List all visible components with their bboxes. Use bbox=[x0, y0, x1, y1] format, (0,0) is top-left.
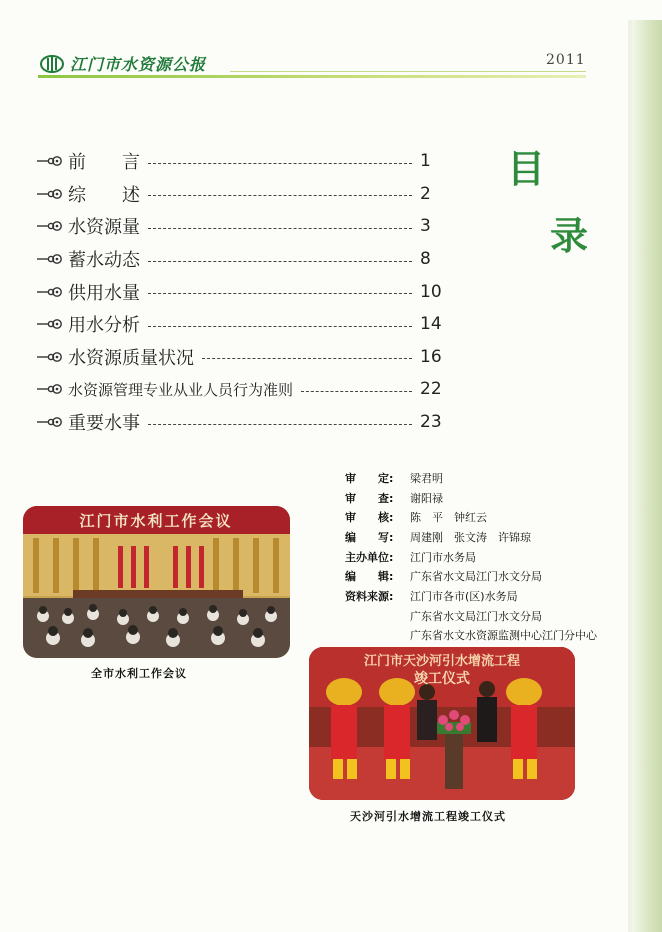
credit-value: 广东省水文局江门水文分局 bbox=[410, 570, 542, 584]
credit-label: 资料来源: bbox=[345, 589, 394, 603]
toc-leader-line bbox=[148, 228, 412, 229]
credit-label: 审 定: bbox=[345, 471, 394, 485]
toc-entry-page: 16 bbox=[420, 346, 442, 367]
toc-leader-line bbox=[301, 391, 412, 392]
toc-entry-title: 水资源量 bbox=[68, 217, 140, 239]
bullet-swirl-icon bbox=[36, 253, 62, 265]
toc-entry-page: 10 bbox=[420, 281, 442, 302]
credit-label: 审 核: bbox=[345, 511, 394, 525]
toc-entry-title: 蓄水动态 bbox=[68, 250, 140, 272]
toc-entry-page: 3 bbox=[420, 216, 431, 237]
publication-year: 2011 bbox=[546, 52, 586, 68]
ceremony-banner-text: 江门市天沙河引水增流工程 bbox=[363, 654, 521, 669]
water-logo-icon bbox=[40, 55, 64, 73]
toc-entry[interactable] bbox=[36, 373, 446, 406]
credit-row bbox=[345, 606, 645, 626]
credit-row bbox=[345, 566, 645, 586]
credit-row bbox=[345, 547, 645, 567]
ceremony-banner-text-2: 竣工仪式 bbox=[414, 671, 470, 687]
toc-entry-page: 2 bbox=[420, 183, 431, 204]
credits-block bbox=[345, 468, 645, 645]
credit-value: 广东省水文水资源监测中心江门分中心 bbox=[410, 629, 597, 643]
credit-value: 周建刚 张文涛 许锦琼 bbox=[410, 530, 531, 544]
credit-row bbox=[345, 586, 645, 606]
photo-caption-conference: 全市水利工作会议 bbox=[91, 667, 187, 680]
credit-value: 江门市各市(区)水务局 bbox=[410, 589, 518, 603]
toc-leader-line bbox=[148, 424, 412, 425]
toc-entry-title: 前 言 bbox=[68, 152, 140, 174]
credit-value: 广东省水文局江门水文分局 bbox=[410, 609, 542, 623]
toc-leader-line bbox=[148, 261, 412, 262]
bullet-swirl-icon bbox=[36, 318, 62, 330]
ceremony-photo-art bbox=[309, 647, 575, 800]
conference-banner-text: 江门市水利工作会议 bbox=[79, 512, 233, 530]
toc-entry-title: 供用水量 bbox=[68, 282, 140, 304]
toc-leader-line bbox=[148, 195, 412, 196]
conference-photo-art bbox=[23, 506, 290, 658]
toc-entry[interactable] bbox=[36, 178, 446, 211]
credit-label: 编 写: bbox=[345, 530, 394, 544]
bullet-swirl-icon bbox=[36, 383, 62, 395]
credit-label: 主办单位: bbox=[345, 550, 394, 564]
bullet-swirl-icon bbox=[36, 416, 62, 428]
toc-leader-line bbox=[202, 358, 412, 359]
bullet-swirl-icon bbox=[36, 286, 62, 298]
credit-row bbox=[345, 488, 645, 508]
toc-entry-page: 8 bbox=[420, 249, 431, 270]
bullet-swirl-icon bbox=[36, 220, 62, 232]
credit-row bbox=[345, 626, 645, 646]
toc-entry[interactable] bbox=[36, 406, 446, 439]
toc-entry[interactable] bbox=[36, 275, 446, 308]
credit-row bbox=[345, 468, 645, 488]
credit-value: 陈 平 钟红云 bbox=[410, 511, 487, 525]
toc-leader-line bbox=[148, 293, 412, 294]
photo-completion-ceremony bbox=[309, 647, 575, 800]
credit-value: 江门市水务局 bbox=[410, 550, 476, 564]
toc-entry[interactable] bbox=[36, 243, 446, 276]
bullet-swirl-icon bbox=[36, 155, 62, 167]
bullet-swirl-icon bbox=[36, 188, 62, 200]
credit-row bbox=[345, 527, 645, 547]
toc-entry[interactable] bbox=[36, 341, 446, 374]
toc-entry-title: 水资源质量状况 bbox=[68, 347, 194, 369]
bullet-swirl-icon bbox=[36, 351, 62, 363]
credit-value: 梁君明 bbox=[410, 471, 443, 485]
toc-leader-line bbox=[148, 326, 412, 327]
toc-heading-char-2: 录 bbox=[550, 214, 589, 258]
toc-entry[interactable] bbox=[36, 210, 446, 243]
toc-entry-page: 23 bbox=[420, 412, 442, 433]
toc-entry-page: 14 bbox=[420, 314, 442, 335]
toc-entry-title: 水资源管理专业从业人员行为准则 bbox=[68, 380, 294, 399]
toc-entry[interactable] bbox=[36, 308, 446, 341]
credit-row bbox=[345, 507, 645, 527]
photo-water-conference bbox=[23, 506, 290, 658]
credit-label: 编 辑: bbox=[345, 570, 394, 584]
toc-entry-title: 用水分析 bbox=[68, 315, 140, 337]
publication-title: 江门市水资源公报 bbox=[70, 55, 207, 74]
table-of-contents bbox=[36, 145, 446, 438]
toc-entry-title: 重要水事 bbox=[68, 413, 140, 435]
credit-label: 审 查: bbox=[345, 491, 394, 505]
toc-heading-char-1: 目 bbox=[507, 147, 546, 191]
toc-leader-line bbox=[148, 163, 412, 164]
toc-entry[interactable] bbox=[36, 145, 446, 178]
photo-caption-ceremony: 天沙河引水增流工程竣工仪式 bbox=[350, 810, 506, 823]
toc-entry-page: 1 bbox=[420, 151, 431, 172]
credit-value: 谢阳禄 bbox=[410, 491, 443, 505]
header-rule bbox=[38, 75, 586, 78]
toc-entry-title: 综 述 bbox=[68, 184, 140, 206]
toc-entry-page: 22 bbox=[420, 379, 442, 400]
header-rule-thin bbox=[230, 71, 586, 72]
